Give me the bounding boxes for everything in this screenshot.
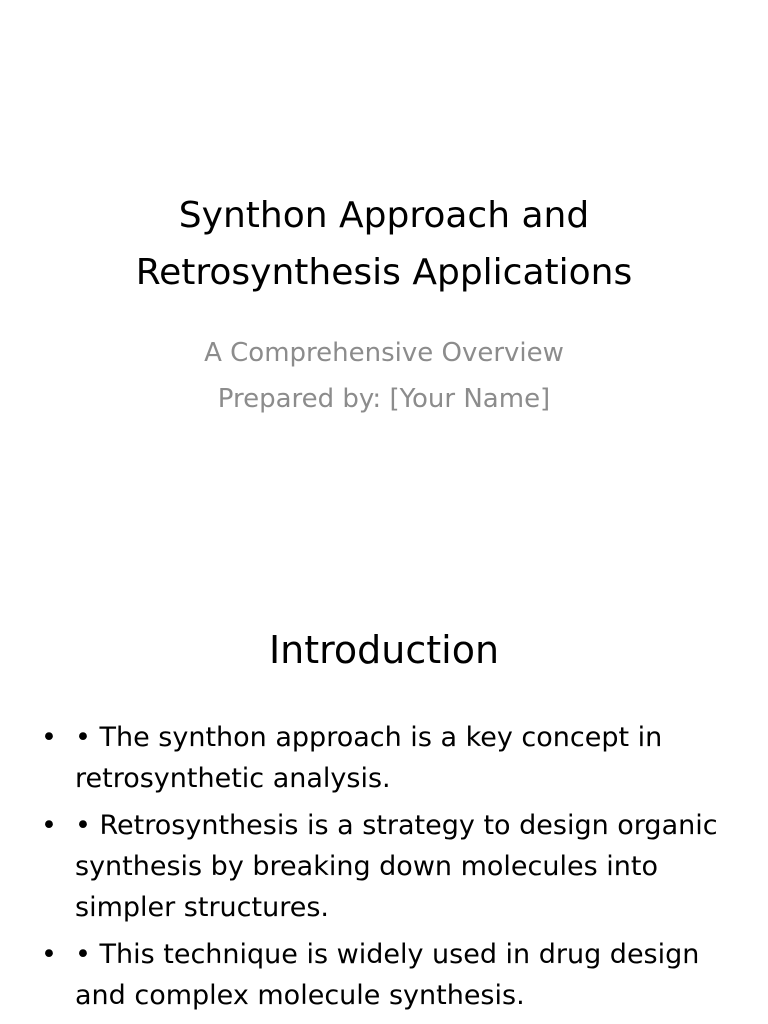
bullet-text: • Retrosynthesis is a strategy to design organic synthesis by breaking down molecules into simpler structures.: [75, 810, 718, 923]
bullet-marker: •: [41, 939, 57, 970]
slide-title: Introduction: [268, 628, 500, 672]
bullet-list: [38, 717, 728, 1022]
subtitle-line: Prepared by: [Your Name]: [217, 384, 551, 414]
subtitle-line: A Comprehensive Overview: [204, 338, 564, 368]
slide-subtitle: [60, 330, 708, 422]
bullet-item: [38, 805, 728, 928]
bullet-item: [38, 934, 728, 1016]
title-line: Retrosynthesis Applications: [135, 252, 633, 293]
introduction-slide: [0, 576, 768, 1024]
bullet-text: • This technique is widely used in drug design and complex molecule synthesis.: [75, 939, 700, 1011]
slide-title: [60, 187, 708, 301]
title-line: Synthon Approach and: [178, 195, 590, 236]
bullet-marker: •: [41, 810, 57, 841]
bullet-item: [38, 717, 728, 799]
bullet-marker: •: [41, 722, 57, 753]
bullet-text: • The synthon approach is a key concept in retrosynthetic analysis.: [75, 722, 663, 794]
